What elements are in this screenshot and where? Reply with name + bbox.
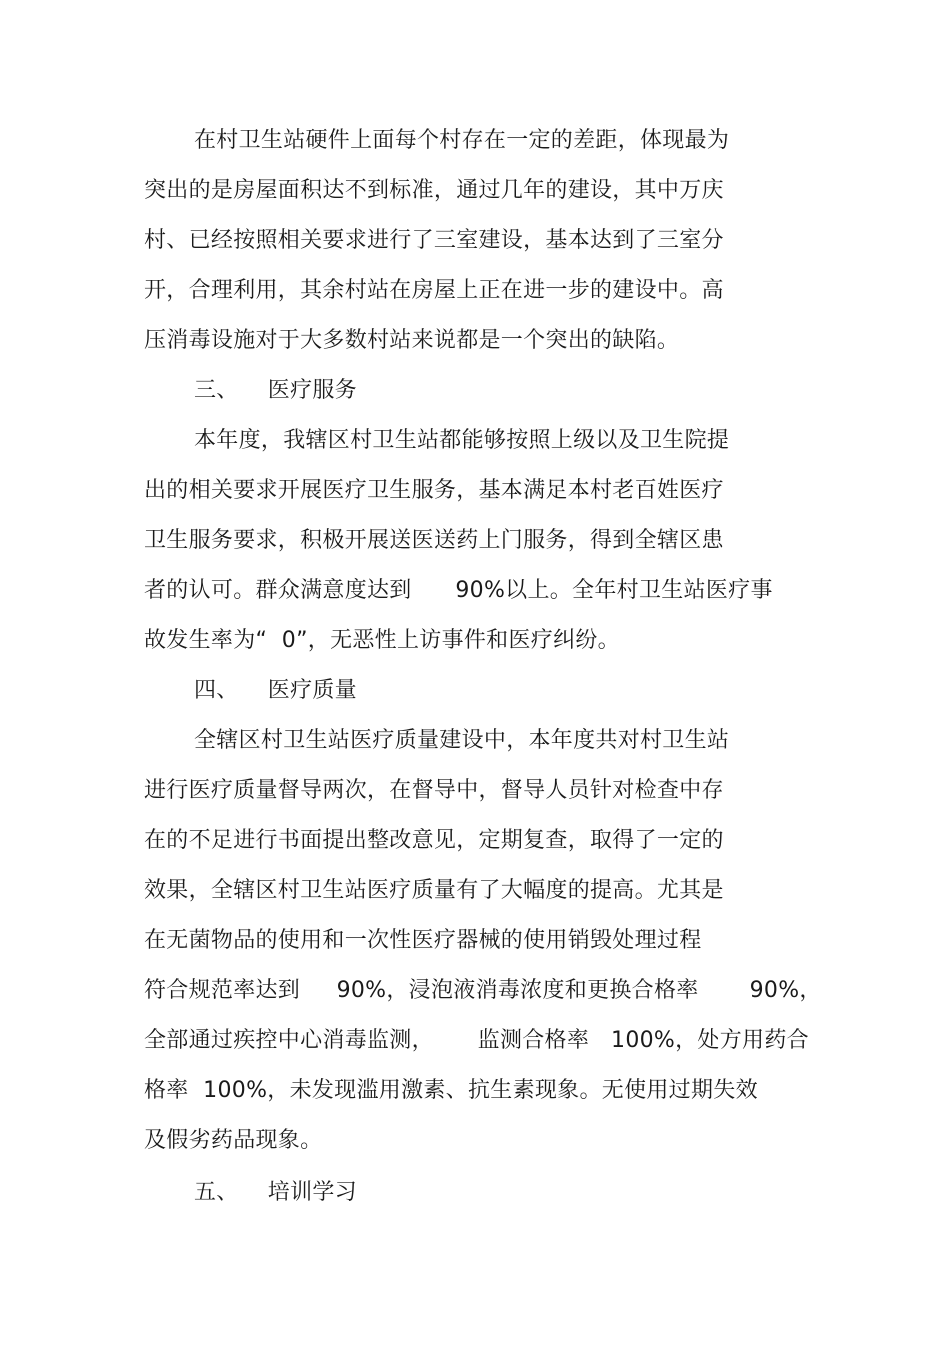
- paragraph-line: 卫生服务要求，积极开展送医送药上门服务，得到全辖区患: [144, 528, 724, 553]
- paragraph-line: 者的认可。群众满意度达到 90%以上。全年村卫生站医疗事: [144, 578, 773, 603]
- paragraph-line: 及假劣药品现象。: [144, 1128, 323, 1153]
- paragraph-line: 在村卫生站硬件上面每个村存在一定的差距，体现最为: [194, 128, 730, 153]
- paragraph-line: 效果，全辖区村卫生站医疗质量有了大幅度的提高。尤其是: [144, 878, 724, 903]
- paragraph-line: 村、已经按照相关要求进行了三室建设，基本达到了三室分: [144, 228, 724, 253]
- paragraph-line: 开，合理利用，其余村站在房屋上正在进一步的建设中。高: [144, 278, 724, 303]
- paragraph-line: 突出的是房屋面积达不到标准，通过几年的建设，其中万庆: [144, 178, 724, 203]
- paragraph-line: 压消毒设施对于大多数村站来说都是一个突出的缺陷。: [144, 328, 680, 353]
- section-heading-3: 三、 医疗服务: [194, 378, 357, 403]
- paragraph-line: 本年度，我辖区村卫生站都能够按照上级以及卫生院提: [194, 428, 730, 453]
- paragraph-line: 符合规范率达到 90%，浸泡液消毒浓度和更换合格率 90%，: [144, 978, 822, 1003]
- section-heading-5: 五、 培训学习: [194, 1180, 357, 1205]
- paragraph-line: 在的不足进行书面提出整改意见，定期复查，取得了一定的: [144, 828, 724, 853]
- paragraph-line: 全辖区村卫生站医疗质量建设中，本年度共对村卫生站: [194, 728, 730, 753]
- section-heading-4: 四、 医疗质量: [194, 678, 357, 703]
- paragraph-line: 格率 100%，未发现滥用激素、抗生素现象。无使用过期失效: [144, 1078, 758, 1103]
- paragraph-line: 进行医疗质量督导两次，在督导中，督导人员针对检查中存: [144, 778, 724, 803]
- paragraph-line: 故发生率为“ 0”，无恶性上访事件和医疗纠纷。: [144, 628, 620, 653]
- paragraph-line: 全部通过疾控中心消毒监测， 监测合格率 100%，处方用药合: [144, 1028, 809, 1053]
- paragraph-line: 在无菌物品的使用和一次性医疗器械的使用销毁处理过程: [144, 928, 702, 953]
- paragraph-line: 出的相关要求开展医疗卫生服务，基本满足本村老百姓医疗: [144, 478, 724, 503]
